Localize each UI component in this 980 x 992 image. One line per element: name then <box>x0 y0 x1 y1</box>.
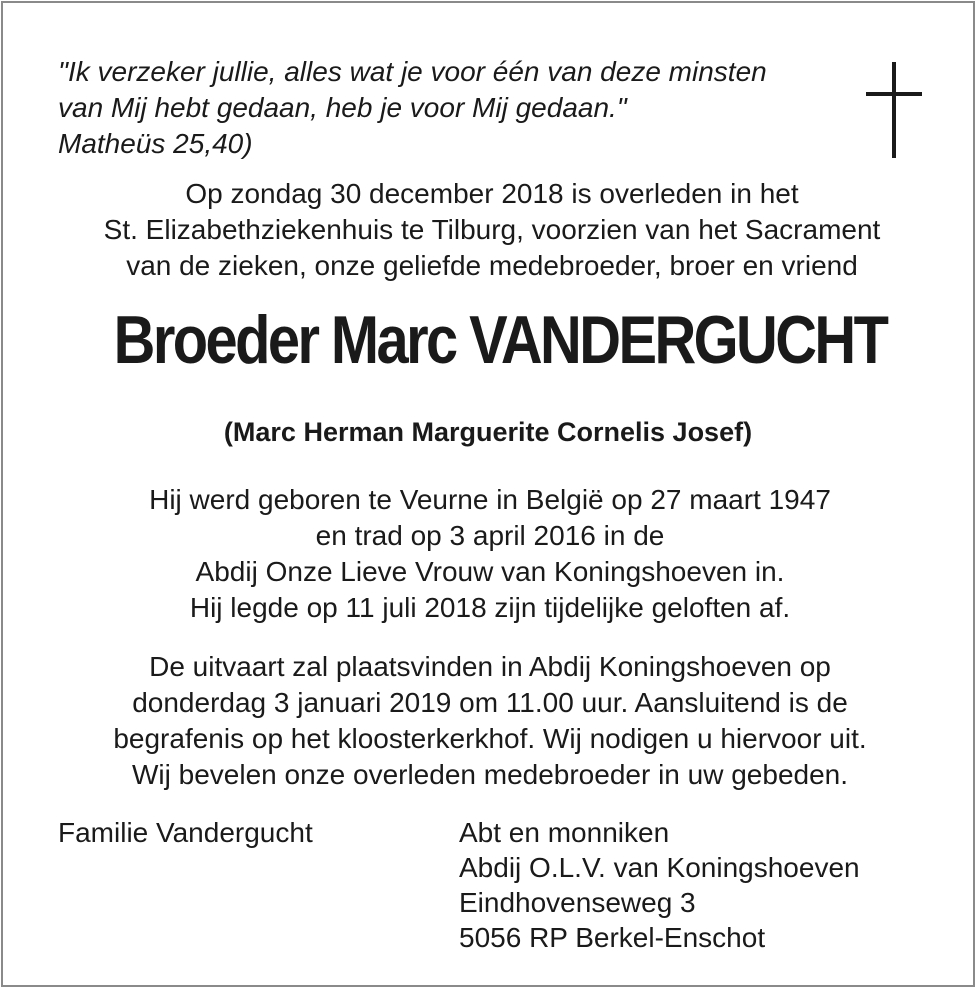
announcement-line: St. Elizabethziekenhuis te Tilburg, voorzien van het Sacrament <box>103 214 881 245</box>
deceased-full-name: (Marc Herman Marguerite Cornelis Josef) <box>223 417 753 447</box>
biography-line: Hij werd geboren te Veurne in België op 27 maart 1947 <box>149 484 831 515</box>
funeral-line: donderdag 3 januari 2019 om 11.00 uur. Aansluitend is de <box>132 687 848 718</box>
deceased-name: Broeder Marc VANDERGUCHT <box>113 302 887 378</box>
quote-reference: Matheüs 25,40) <box>58 128 253 159</box>
biography-line: Abdij Onze Lieve Vrouw van Koningshoeven in. <box>195 556 785 587</box>
abbey-line: Abt en monniken <box>459 817 670 848</box>
family-signature: Familie Vandergucht <box>58 817 313 848</box>
funeral-line: begrafenis op het kloosterkerkhof. Wij nodigen u hiervoor uit. <box>113 723 867 754</box>
funeral-line: Wij bevelen onze overleden medebroeder in uw gebeden. <box>131 759 849 790</box>
abbey-address-line: 5056 RP Berkel-Enschot <box>459 922 766 953</box>
abbey-address-line: Eindhovenseweg 3 <box>459 887 696 918</box>
bible-quote <box>58 54 858 162</box>
cross-icon <box>866 62 922 158</box>
funeral-details <box>0 649 980 793</box>
announcement-line: van de zieken, onze geliefde medebroeder, broer en vriend <box>126 250 858 281</box>
cross-vertical-bar <box>892 62 896 158</box>
announcement-line: Op zondag 30 december 2018 is overleden in het <box>185 178 799 209</box>
abbey-line: Abdij O.L.V. van Koningshoeven <box>459 852 860 883</box>
biography <box>0 482 980 626</box>
quote-line: van Mij hebt gedaan, heb je voor Mij gedaan." <box>58 92 627 123</box>
cross-horizontal-bar <box>866 92 922 96</box>
biography-line: Hij legde op 11 juli 2018 zijn tijdelijke geloften af. <box>189 592 791 623</box>
biography-line: en trad op 3 april 2016 in de <box>315 520 665 551</box>
funeral-line: De uitvaart zal plaatsvinden in Abdij Koningshoeven op <box>149 651 831 682</box>
quote-line: "Ik verzeker jullie, alles wat je voor één van deze minsten <box>58 56 767 87</box>
abbey-signature <box>459 815 860 955</box>
death-announcement <box>2 176 980 284</box>
